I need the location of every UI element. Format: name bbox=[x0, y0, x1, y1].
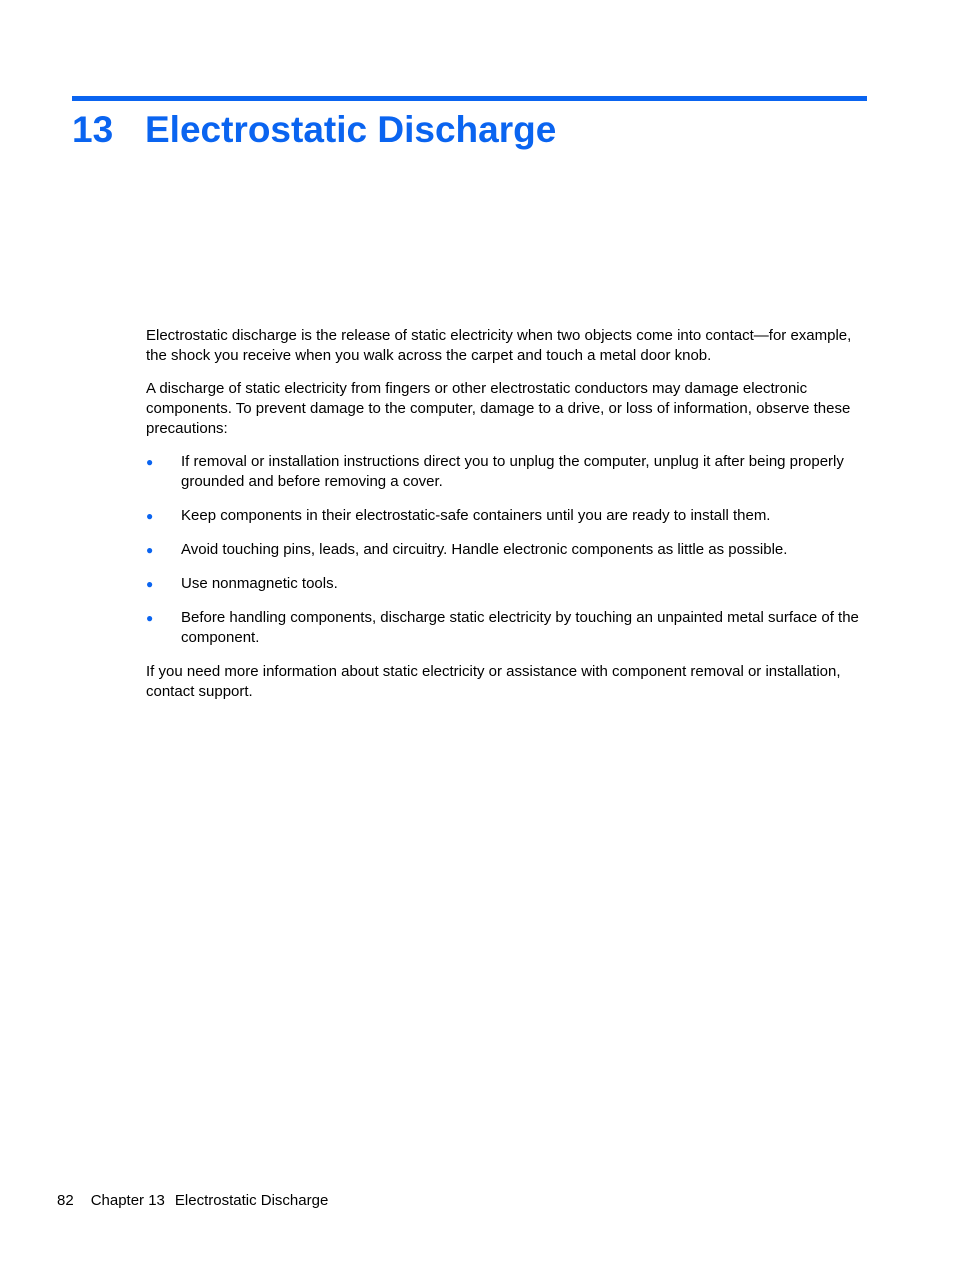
closing-paragraph: If you need more information about static electricity or assistance with component removal or installation, contact support. bbox=[146, 663, 841, 700]
precautions-paragraph: A discharge of static electricity from fingers or other electrostatic conductors may damage electronic components. To prevent damage to the computer, damage to a drive, or loss of information, observe these precautions: bbox=[146, 380, 851, 437]
bullet-icon: ● bbox=[146, 455, 154, 469]
page-footer bbox=[57, 1191, 328, 1211]
list-item-text: Before handling components, discharge static electricity by touching an unpainted metal surface of the component. bbox=[181, 609, 859, 646]
list-item bbox=[146, 608, 868, 648]
chapter-title: Electrostatic Discharge bbox=[145, 109, 557, 150]
page-number: 82 bbox=[57, 1192, 74, 1209]
list-item bbox=[146, 540, 868, 560]
bullet-icon: ● bbox=[146, 577, 154, 591]
list-item-text: Avoid touching pins, leads, and circuitry. Handle electronic components as little as possible. bbox=[181, 541, 788, 558]
chapter-heading bbox=[72, 106, 556, 154]
bullet-icon: ● bbox=[146, 543, 154, 557]
bullet-icon: ● bbox=[146, 611, 154, 625]
footer-chapter-label: Chapter 13 bbox=[90, 1192, 165, 1209]
list-item-text: Use nonmagnetic tools. bbox=[181, 575, 338, 592]
intro-paragraph: Electrostatic discharge is the release of static electricity when two objects come into contact—for example, the shock you receive when you walk across the carpet and touch a metal door knob. bbox=[146, 327, 852, 364]
list-item bbox=[146, 574, 868, 594]
body-text bbox=[146, 326, 868, 715]
list-item bbox=[146, 452, 868, 492]
heading-rule bbox=[72, 96, 867, 101]
list-item-text: Keep components in their electrostatic-safe containers until you are ready to install them. bbox=[181, 507, 771, 524]
list-item-text: If removal or installation instructions direct you to unplug the computer, unplug it after being properly grounded and before removing a cover. bbox=[181, 453, 844, 490]
precautions-list bbox=[146, 452, 868, 648]
chapter-number: 13 bbox=[72, 109, 114, 150]
list-item bbox=[146, 506, 868, 526]
footer-chapter-title: Electrostatic Discharge bbox=[174, 1192, 329, 1209]
bullet-icon: ● bbox=[146, 509, 154, 523]
